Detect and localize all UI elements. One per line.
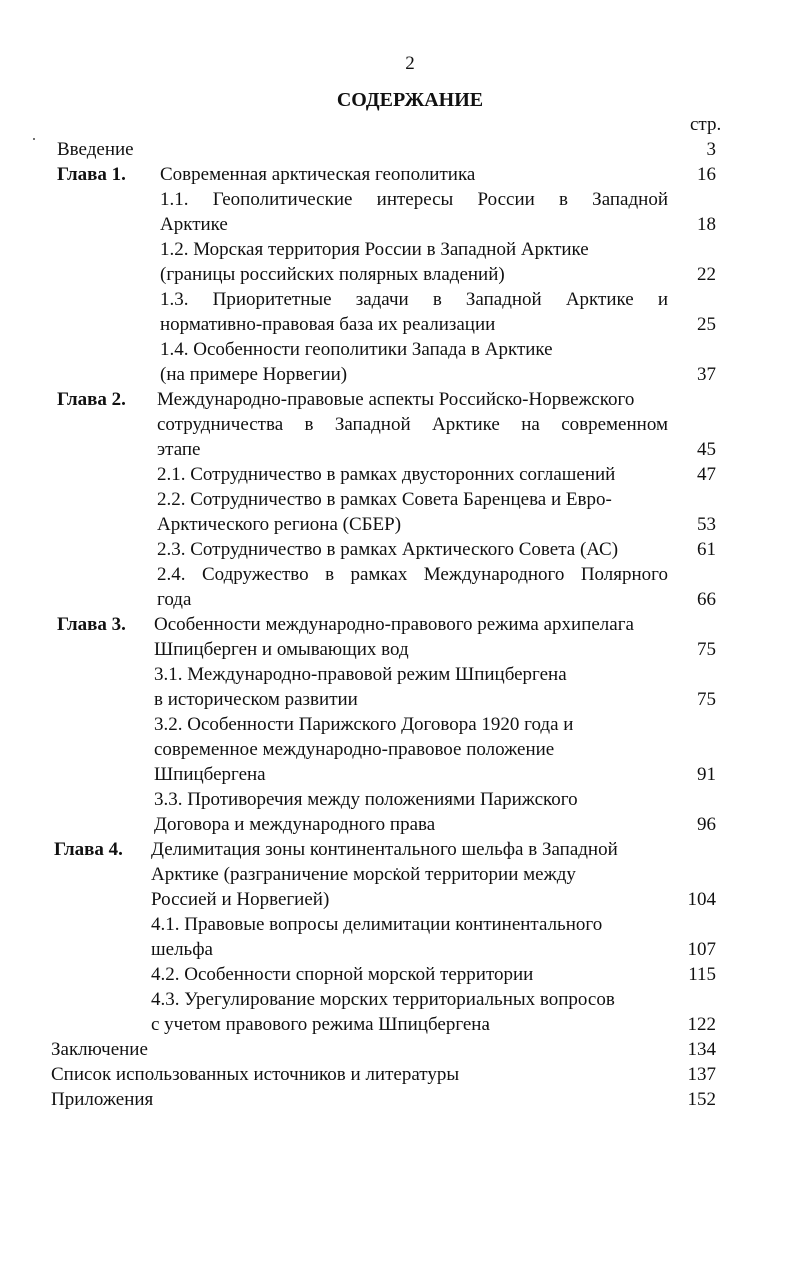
section-4-3-line-1: 4.3. Урегулирование морских территориальных вопросов <box>151 989 615 1010</box>
section-1-4-page: 37 <box>697 364 716 385</box>
toc-appendix-text: Приложения <box>51 1089 154 1110</box>
section-2-2-line-2: Арктического региона (СБЕР) <box>157 514 402 535</box>
section-3-1-page: 75 <box>697 689 716 710</box>
section-2-3: 2.3. Сотрудничество в рамках Арктического Совета (АС) <box>157 539 619 560</box>
section-2-1-page: 47 <box>697 464 716 485</box>
page-column-label: стр. <box>690 114 722 135</box>
scan-mark <box>33 138 35 140</box>
section-1-2-line-2: (границы российских полярных владений) <box>160 264 505 285</box>
section-1-1-line-2: Арктике <box>160 214 228 235</box>
section-2-2-line-1: 2.2. Сотрудничество в рамках Совета Баренцева и Евро- <box>157 489 612 510</box>
toc-conclusion-text: Заключение <box>51 1039 148 1060</box>
chapter-4-title-line-1: Делимитация зоны континентального шельфа в Западной <box>151 839 618 860</box>
chapter-2-label: Глава 2. <box>57 389 126 410</box>
section-3-2-line-3: Шпицбергена <box>154 764 266 785</box>
section-4-1-page: 107 <box>687 939 716 960</box>
chapter-1-page: 16 <box>697 164 716 185</box>
section-3-2-line-1: 3.2. Особенности Парижского Договора 1920 года и <box>154 714 574 735</box>
section-1-4-line-2: (на примере Норвегии) <box>160 364 348 385</box>
toc-sources-page: 137 <box>687 1064 716 1085</box>
section-2-1: 2.1. Сотрудничество в рамках двусторонних соглашений <box>157 464 616 485</box>
section-3-1-line-2: в историческом развитии <box>154 689 358 710</box>
chapter-1-label: Глава 1. <box>57 164 126 185</box>
section-3-3-page: 96 <box>697 814 716 835</box>
section-1-4-line-1: 1.4. Особенности геополитики Запада в Арктике <box>160 339 553 360</box>
section-1-1-line-1: 1.1. Геополитические интересы России в Западной <box>160 189 668 210</box>
section-1-2-line-1: 1.2. Морская территория России в Западной Арктике <box>160 239 589 260</box>
toc-intro-page: 3 <box>706 139 716 160</box>
toc-appendix-page: 152 <box>687 1089 716 1110</box>
page-title: СОДЕРЖАНИЕ <box>336 89 484 111</box>
chapter-4-title-line-2: Арктике (разграничение морской территории между <box>151 864 576 885</box>
section-1-3-page: 25 <box>697 314 716 335</box>
section-2-4-line-1: 2.4. Содружество в рамках Международного Полярного <box>157 564 668 585</box>
chapter-4-page: 104 <box>687 889 716 910</box>
chapter-4-title-line-3: Россией и Норвегией) <box>151 889 330 910</box>
toc-intro-text: Введение <box>57 139 134 160</box>
section-4-2-page: 115 <box>688 964 716 985</box>
section-4-1-line-2: шельфа <box>151 939 213 960</box>
chapter-3-title-line-1: Особенности международно-правового режима архипелага <box>154 614 634 635</box>
section-3-3-line-1: 3.3. Противоречия между положениями Парижского <box>154 789 578 810</box>
chapter-4-label: Глава 4. <box>54 839 123 860</box>
section-4-3-page: 122 <box>687 1014 716 1035</box>
page-number: 2 <box>405 53 415 74</box>
chapter-2-title-line-1: Международно-правовые аспекты Российско-Норвежского <box>157 389 635 410</box>
toc-sources-text: Список использованных источников и литературы <box>51 1064 460 1085</box>
section-2-4-page: 66 <box>697 589 716 610</box>
section-3-1-line-1: 3.1. Международно-правовой режим Шпицбергена <box>154 664 567 685</box>
chapter-3-page: 75 <box>697 639 716 660</box>
section-1-3-line-2: нормативно-правовая база их реализации <box>160 314 496 335</box>
section-3-2-page: 91 <box>697 764 716 785</box>
section-3-2-line-2: современное международно-правовое положение <box>154 739 555 760</box>
chapter-2-title-line-2: сотрудничества в Западной Арктике на современном <box>157 414 668 435</box>
section-3-3-line-2: Договора и международного права <box>154 814 436 835</box>
section-4-1-line-1: 4.1. Правовые вопросы делимитации континентального <box>151 914 603 935</box>
section-2-2-page: 53 <box>697 514 716 535</box>
chapter-2-page: 45 <box>697 439 716 460</box>
section-2-4-line-2: года <box>157 589 192 610</box>
chapter-3-label: Глава 3. <box>57 614 126 635</box>
section-4-2: 4.2. Особенности спорной морской территории <box>151 964 534 985</box>
section-4-3-line-2: с учетом правового режима Шпицбергена <box>151 1014 490 1035</box>
chapter-3-title-line-2: Шпицберген и омывающих вод <box>154 639 409 660</box>
section-2-3-page: 61 <box>697 539 716 560</box>
chapter-1-title: Современная арктическая геополитика <box>160 164 476 185</box>
section-1-2-page: 22 <box>697 264 716 285</box>
toc-conclusion-page: 134 <box>687 1039 716 1060</box>
chapter-2-title-line-3: этапе <box>157 439 201 460</box>
section-1-1-page: 18 <box>697 214 716 235</box>
section-1-3-line-1: 1.3. Приоритетные задачи в Западной Арктике и <box>160 289 668 310</box>
